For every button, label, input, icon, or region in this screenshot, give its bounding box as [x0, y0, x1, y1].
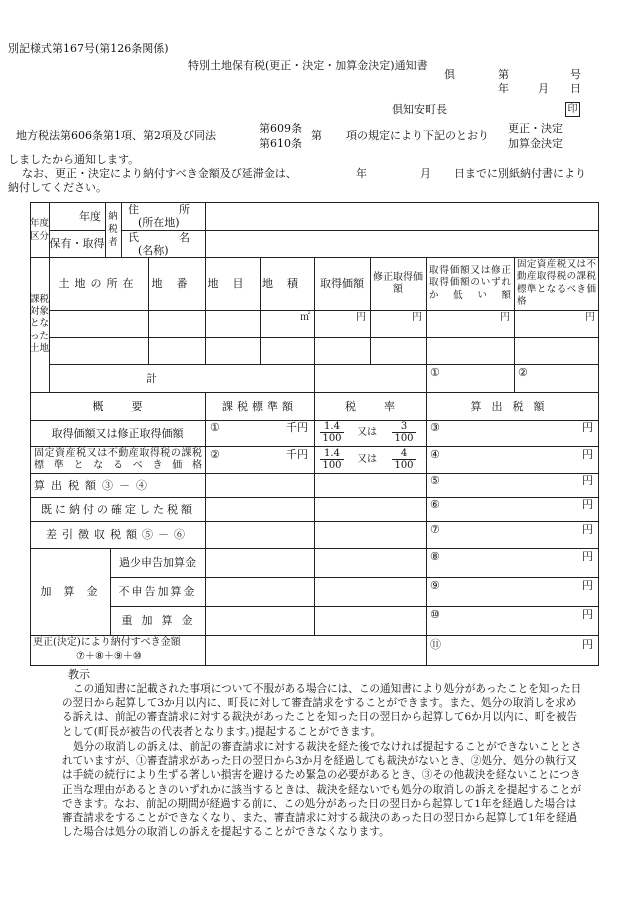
header-revised-acq-price: 修正取得価額	[373, 271, 423, 295]
rate-numerator: 3	[392, 421, 416, 433]
rate-denominator: 100	[394, 433, 414, 444]
header-calc-tax: 算出税額	[470, 399, 555, 413]
taxpayer-label: 納税者	[108, 211, 118, 248]
row-calc-diff-label: 算出税額③－④	[34, 478, 153, 492]
row-1-rate-or: 又は	[357, 427, 377, 438]
form-reference: 別記様式第167号(第126条関係)	[8, 42, 169, 55]
article-610: 第610条	[259, 137, 302, 150]
kasankin-label: 加算金	[40, 585, 110, 598]
header-area: 地積	[262, 277, 312, 290]
final-label-1: 更正(決定)により納付すべき金額	[33, 637, 181, 648]
date-month: 月	[538, 82, 549, 95]
type-correction: 更正・決定	[508, 122, 563, 135]
header-category: 地目	[207, 277, 258, 290]
address-field[interactable]	[206, 203, 598, 229]
intro-line-2: しましたから通知します。	[8, 153, 140, 166]
row-acq-price-label: 取得価額又は修正取得価額	[51, 426, 184, 440]
row-1-unit: 円	[582, 421, 593, 434]
header-location: 土地の所在	[58, 277, 139, 290]
header-rate: 税率	[345, 399, 423, 413]
seal-mark: 印	[565, 102, 580, 117]
row-1-marker: ③	[430, 421, 440, 434]
row-2-unit: 円	[582, 448, 593, 461]
rate-denominator: 100	[394, 460, 414, 471]
name-sub: (名称)	[138, 244, 169, 257]
row-3-marker: ⑤	[430, 474, 440, 487]
row-1-base-unit: 千円	[286, 421, 308, 434]
row-3-unit: 円	[582, 474, 593, 487]
header-lot: 地番	[151, 277, 202, 290]
row-2-rate-a	[320, 448, 344, 471]
nendo-label: 年度	[79, 209, 101, 223]
doc-number-dai: 第	[498, 68, 509, 81]
header-acq-price: 取得価額	[320, 277, 364, 290]
rate-denominator: 100	[322, 433, 342, 444]
total-marker-2: ②	[518, 366, 528, 379]
row-11-marker: ⑪	[430, 638, 441, 651]
row-10-unit: 円	[582, 608, 593, 621]
row-2-base-marker: ②	[210, 448, 220, 461]
land-side-label: 課税対象となった土地	[30, 293, 50, 354]
deadline-month: 月	[420, 167, 431, 180]
header-lower-amount: 取得価額又は修正取得価額のいずれか低い額	[429, 264, 511, 301]
notice-paragraph-2: 処分の取消しの訴えは、前記の審査請求に対する裁決を経た後でなければ提起することができないこととされていますが、①審査請求があった日の翌日から3か月を経過しても裁決がないとき、②処分、処分の執行又は手続の続行により生ずる著しい損害を避けるため緊急の必要があるとき、③その他裁決を経ないことにつき正当な理由があるときのいずれかに該当するときは、裁決を経ないでも処分の取消しの訴えを提起することができます。なお、前記の期間が経過する前に、この処分があった日の翌日から起算して1年を経過した場合は審査請求をすることができなくなり、また、審査請求に対する裁決のあった日の翌日から起算して1年を経過した場合は処分の取消しの訴えを提起することができなくなります。	[62, 741, 582, 839]
kasankin-heavy-label: 重加算金	[121, 614, 202, 627]
rate-numerator: 1.4	[320, 421, 344, 433]
row-net-tax-label: 差引徴収税額⑤－⑥	[46, 528, 190, 541]
intro-line-3: なお、更正・決定により納付すべき金額及び延滞金は、	[22, 167, 297, 180]
kasankin-nonfiling-label: 不申告加算金	[118, 585, 197, 598]
unit-area: ㎡	[300, 312, 310, 323]
notice-paragraph-1: この通知書に記載された事項について不服がある場合には、この通知書により処分があったことを知った日の翌日から起算して3か月以内に、町長に対して審査請求をすることができます。また、処分の取消しを求める訴えは、前記の審査請求に対する裁決があったことを知った日の翌日から起算して6か月以内に、町を被告として(町長が被告の代表者となります。)提起することができます。	[62, 683, 582, 738]
deadline-tail: 日までに別紙納付書により	[454, 167, 586, 180]
year-section-label: 年度区分	[30, 217, 50, 242]
row-4-marker: ⑥	[430, 498, 440, 511]
address-label: 住所	[128, 203, 230, 216]
header-tax-base: 課税標準額	[222, 399, 297, 413]
unit-revised-acq-price: 円	[412, 312, 422, 323]
row-paid-tax-label: 既に納付の確定した税額	[41, 502, 195, 516]
row-4-unit: 円	[582, 498, 593, 511]
row-2-rate-b	[392, 448, 416, 471]
notice-heading: 教示	[68, 668, 90, 681]
law-reference: 地方税法第606条第1項、第2項及び同法	[16, 129, 216, 142]
sender-name: 倶知安町長	[392, 103, 447, 116]
row-2-base-unit: 千円	[286, 448, 308, 461]
deadline-year: 年	[356, 167, 367, 180]
type-penalty: 加算金決定	[508, 137, 563, 150]
final-label-2: ⑦＋⑧＋⑨＋⑩	[76, 651, 142, 662]
row-1-rate-a	[320, 421, 344, 444]
date-day: 日	[570, 82, 581, 95]
row-1-base-marker: ①	[210, 421, 220, 434]
intro-dai: 第	[311, 129, 322, 142]
rate-denominator: 100	[322, 460, 342, 471]
rate-numerator: 4	[392, 448, 416, 460]
kasankin-under-label: 過少申告加算金	[119, 556, 196, 569]
row-9-unit: 円	[582, 579, 593, 592]
address-sub: (所在地)	[138, 216, 180, 229]
row-2-marker: ④	[430, 448, 440, 461]
row-1-rate-b	[392, 421, 416, 444]
row-2-rate-or: 又は	[357, 454, 377, 465]
article-609: 第609条	[259, 122, 302, 135]
doc-number-go: 号	[570, 68, 581, 81]
intro-line-4: 納付してください。	[8, 181, 107, 194]
row-11-unit: 円	[582, 638, 593, 651]
row-9-marker: ⑨	[430, 579, 440, 592]
header-fixed-asset-price: 固定資産税又は不動産取得税の課税標準となるべき価格	[517, 258, 596, 307]
name-label: 氏名	[128, 231, 230, 244]
date-year: 年	[498, 82, 509, 95]
row-8-marker: ⑧	[430, 550, 440, 563]
unit-fixed-asset-price: 円	[585, 312, 595, 323]
hoyu-shutoku-label: 保有・取得	[49, 237, 105, 250]
document-title: 特別土地保有税(更正・決定・加算金決定)通知書	[188, 59, 428, 72]
rate-numerator: 1.4	[320, 448, 344, 460]
row-5-marker: ⑦	[430, 523, 440, 536]
total-marker-1: ①	[430, 366, 440, 379]
land-total-label: 計	[146, 371, 157, 385]
row-10-marker: ⑩	[430, 608, 440, 621]
row-5-unit: 円	[582, 523, 593, 536]
unit-acq-price: 円	[356, 312, 366, 323]
doc-number-prefix: 倶	[444, 68, 455, 81]
name-field[interactable]	[206, 231, 598, 256]
row-fixed-asset-label: 固定資産税又は不動産取得税の課税標準となるべき価格	[34, 447, 202, 471]
row-8-unit: 円	[582, 550, 593, 563]
unit-lower-amount: 円	[500, 312, 510, 323]
provision-text: 項の規定により下記のとおり	[346, 129, 489, 142]
header-summary: 概要	[92, 399, 171, 413]
